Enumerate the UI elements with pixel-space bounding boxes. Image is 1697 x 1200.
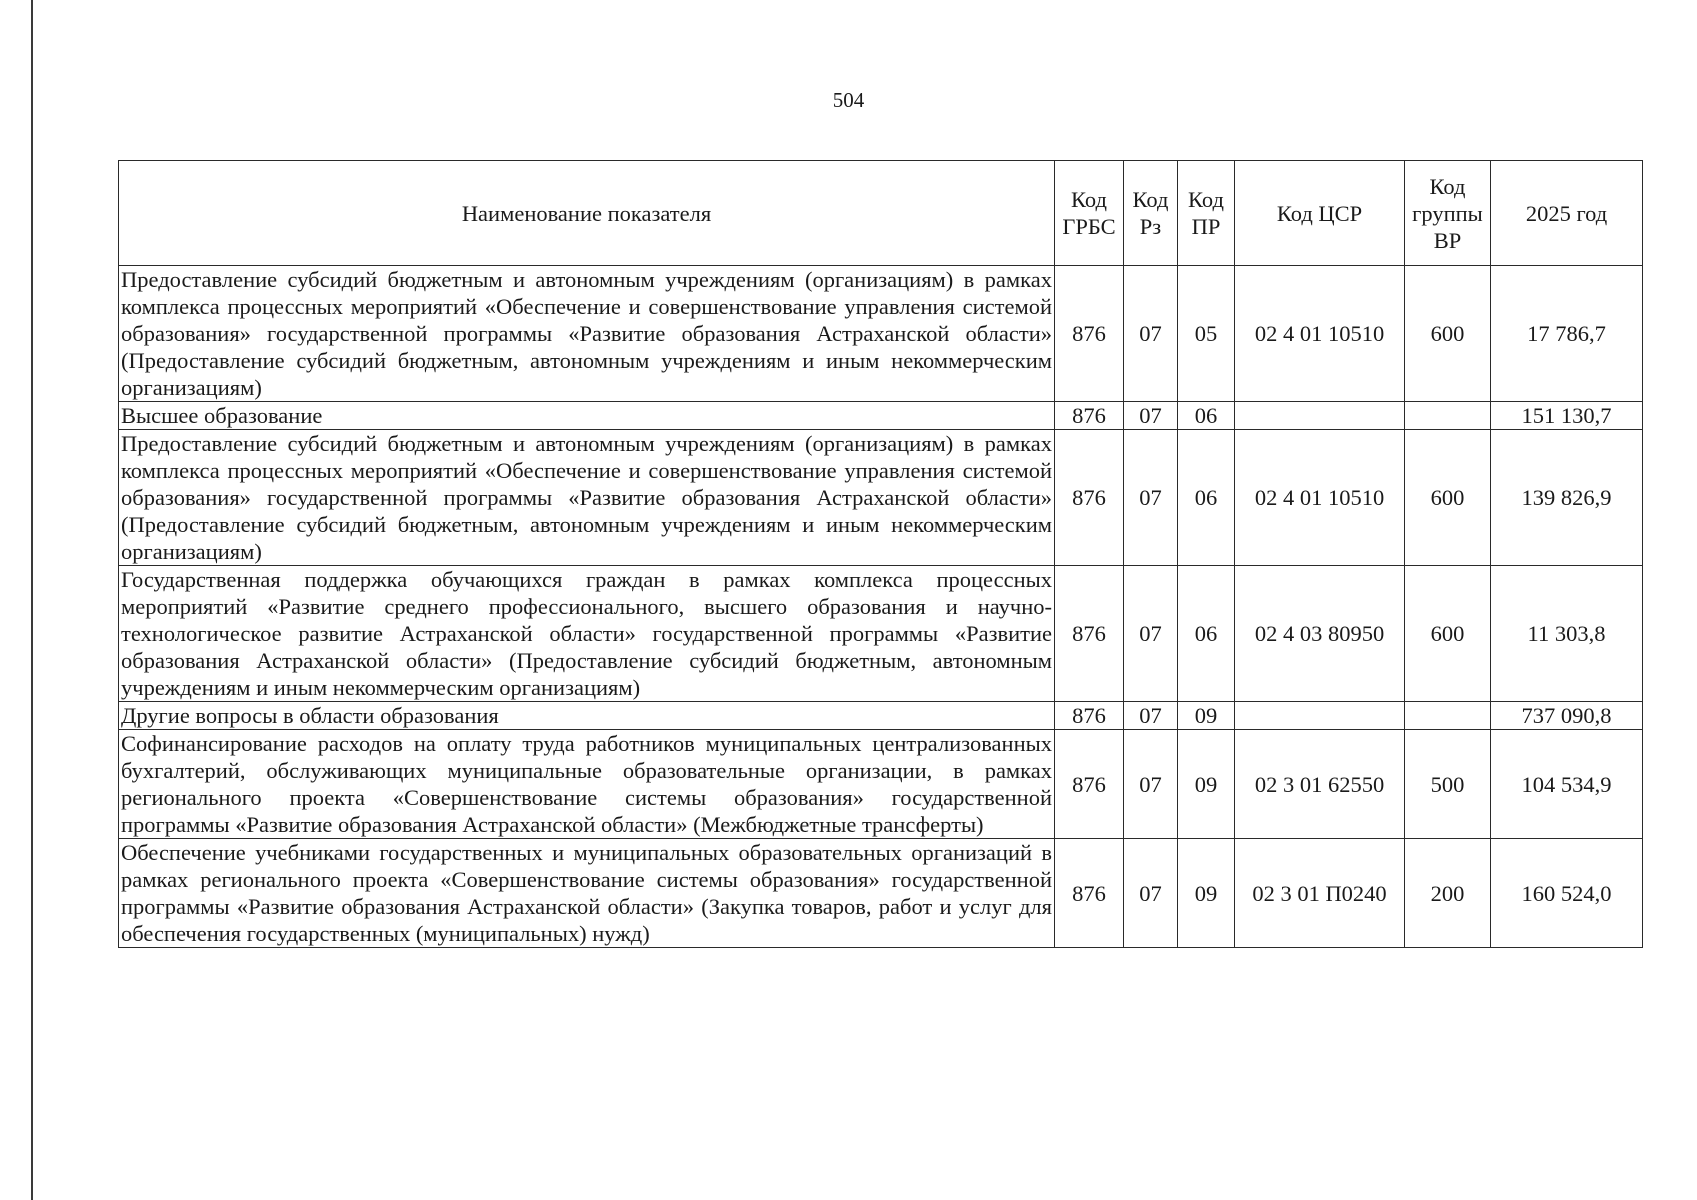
row-amount: 17 786,7 [1491,266,1643,402]
row-pr: 06 [1178,402,1235,430]
row-rz: 07 [1124,839,1178,948]
header-csr: Код ЦСР [1235,161,1405,266]
table-row-section [119,402,1643,430]
row-amount: 160 524,0 [1491,839,1643,948]
scan-left-edge [31,0,33,1200]
row-csr: 02 4 03 80950 [1235,566,1405,702]
row-name: Предоставление субсидий бюджетным и автономным учреждениям (организациям) в рамках комплекса процессных мероприятий «Обеспечение и совершенствование управления системой образования» государственной программы «Развитие образования Астраханской области» (Предоставление субсидий бюджетным, автономным учреждениям и иным некоммерческим организациям) [119,266,1055,402]
row-vr [1405,702,1491,730]
row-csr: 02 3 01 62550 [1235,730,1405,839]
row-name: Другие вопросы в области образования [119,702,1055,730]
row-rz: 07 [1124,402,1178,430]
table-row [119,730,1643,839]
row-pr: 05 [1178,266,1235,402]
row-name: Софинансирование расходов на оплату труда работников муниципальных централизованных бухгалтерий, обслуживающих муниципальные образовательные организации, в рамках регионального проекта «Совершенствование системы образования» государственной программы «Развитие образования Астраханской области» (Межбюджетные трансферты) [119,730,1055,839]
row-amount: 737 090,8 [1491,702,1643,730]
row-rz: 07 [1124,730,1178,839]
table-row [119,839,1643,948]
row-pr: 09 [1178,702,1235,730]
row-grbs: 876 [1055,702,1124,730]
header-name: Наименование показателя [119,161,1055,266]
row-csr [1235,702,1405,730]
row-grbs: 876 [1055,566,1124,702]
header-pr: Код ПР [1178,161,1235,266]
row-vr: 600 [1405,430,1491,566]
row-amount: 104 534,9 [1491,730,1643,839]
row-name: Обеспечение учебниками государственных и муниципальных образовательных организаций в рамках регионального проекта «Совершенствование системы образования» государственной программы «Развитие образования Астраханской области» (Закупка товаров, работ и услуг для обеспечения государственных (муниципальных) нужд) [119,839,1055,948]
row-csr: 02 4 01 10510 [1235,430,1405,566]
row-grbs: 876 [1055,402,1124,430]
row-amount: 11 303,8 [1491,566,1643,702]
table-header-row [119,161,1643,266]
row-vr: 600 [1405,566,1491,702]
row-vr: 600 [1405,266,1491,402]
header-rz: Код Рз [1124,161,1178,266]
row-csr [1235,402,1405,430]
row-grbs: 876 [1055,839,1124,948]
row-rz: 07 [1124,430,1178,566]
page-number: 504 [832,88,865,112]
row-name: Высшее образование [119,402,1055,430]
row-name: Предоставление субсидий бюджетным и автономным учреждениям (организациям) в рамках комплекса процессных мероприятий «Обеспечение и совершенствование управления системой образования» государственной программы «Развитие образования Астраханской области» (Предоставление субсидий бюджетным, автономным учреждениям и иным некоммерческим организациям) [119,430,1055,566]
table-row [119,566,1643,702]
row-pr: 09 [1178,730,1235,839]
row-csr: 02 4 01 10510 [1235,266,1405,402]
row-rz: 07 [1124,566,1178,702]
row-rz: 07 [1124,266,1178,402]
row-pr: 06 [1178,430,1235,566]
row-amount: 151 130,7 [1491,402,1643,430]
row-grbs: 876 [1055,730,1124,839]
budget-table [118,160,1643,948]
row-vr: 500 [1405,730,1491,839]
row-amount: 139 826,9 [1491,430,1643,566]
row-pr: 06 [1178,566,1235,702]
table-row-section [119,702,1643,730]
row-grbs: 876 [1055,430,1124,566]
row-csr: 02 3 01 П0240 [1235,839,1405,948]
header-grbs: Код ГРБС [1055,161,1124,266]
row-vr [1405,402,1491,430]
table-row [119,430,1643,566]
header-amount: 2025 год [1491,161,1643,266]
row-rz: 07 [1124,702,1178,730]
row-vr: 200 [1405,839,1491,948]
table-row [119,266,1643,402]
header-vr: Код группы ВР [1405,161,1491,266]
row-pr: 09 [1178,839,1235,948]
row-grbs: 876 [1055,266,1124,402]
row-name: Государственная поддержка обучающихся граждан в рамках комплекса процессных мероприятий «Развитие среднего профессионального, высшего образования и научно-технологическое развитие Астраханской области» государственной программы «Развитие образования Астраханской области» (Предоставление субсидий бюджетным, автономным учреждениям и иным некоммерческим организациям) [119,566,1055,702]
